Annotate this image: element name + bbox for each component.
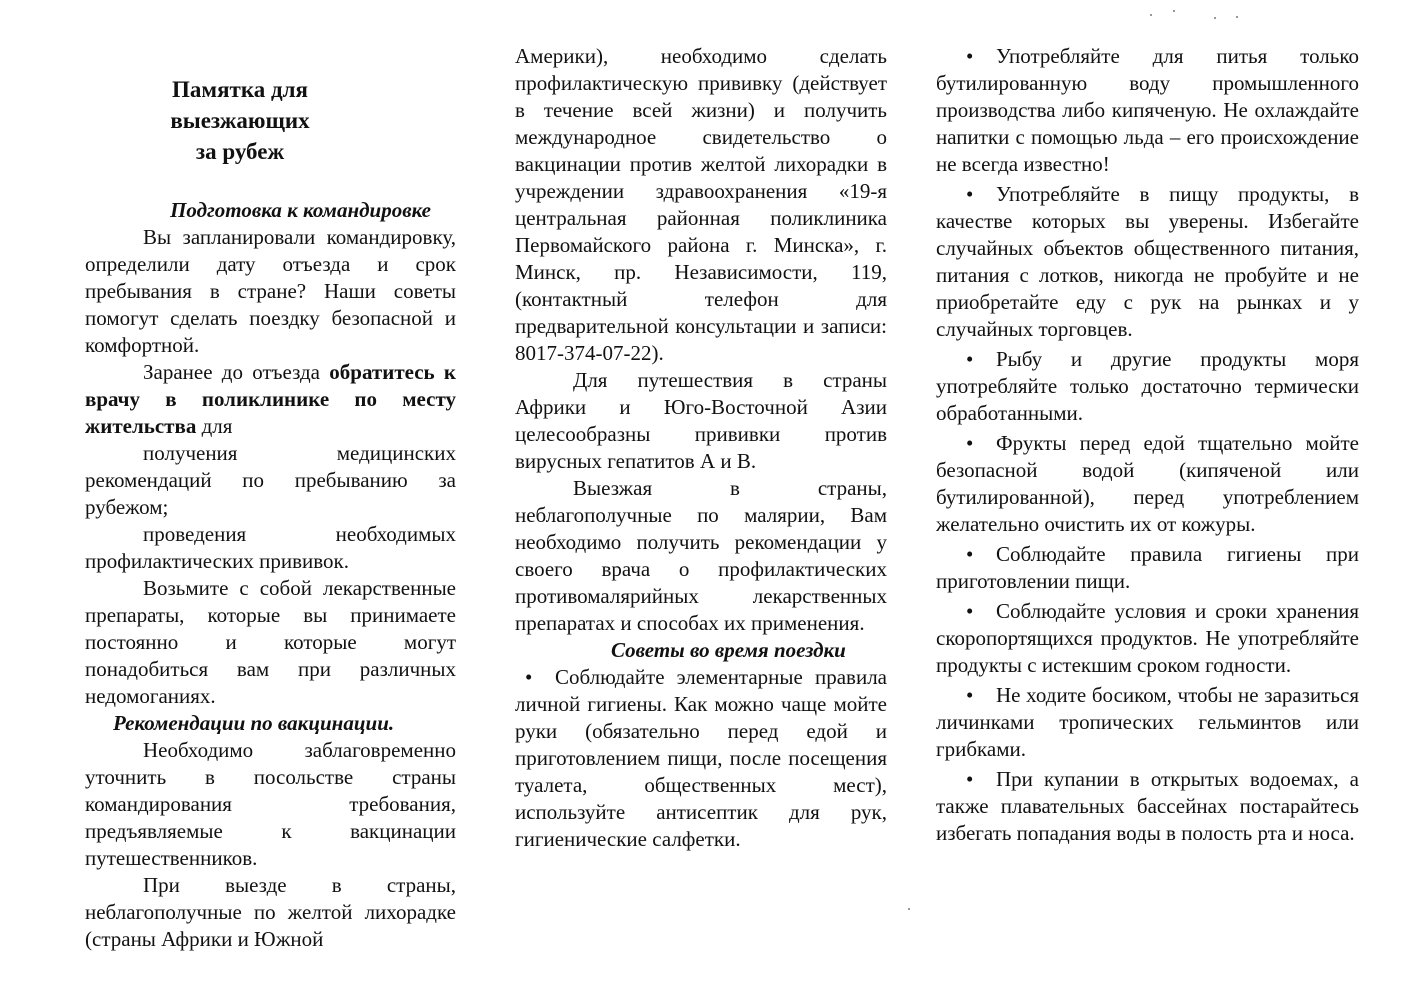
bullet-icon: • xyxy=(966,44,974,68)
list-item xyxy=(936,346,1359,427)
list-item-text: Употребляйте для питья только бутилированную воду промышленного производства либо кипяченую. Не охлаждайте напитки с помощью льда – его происхождение не всегда известно! xyxy=(936,44,1359,176)
list-item xyxy=(515,664,887,853)
text-run: для xyxy=(196,414,233,438)
list-item xyxy=(936,181,1359,343)
scan-speck xyxy=(1236,16,1238,18)
scan-speck xyxy=(908,908,910,910)
title-line: за рубеж xyxy=(195,139,285,164)
bullet-icon: • xyxy=(966,182,974,206)
paragraph: Необходимо заблаговременно уточнить в посольстве страны командирования требования, предъявляемые к вакцинации путешественников. xyxy=(85,738,456,870)
paragraph: Америки), необходимо сделать профилактическую прививку (действует в течение всей жизни) и получить международное свидетельство о вакцинации против желтой лихорадки в учреждении здравоохранения «19-я центральная районная поликлиника Первомайского района г. Минска», г. Минск, пр. Независимости, 119, (контактный телефон для предварительной консультации и записи: 8017-374-07-22). xyxy=(515,44,887,365)
column-1 xyxy=(85,74,456,953)
list-item xyxy=(936,682,1359,763)
list-item-text: Не ходите босиком, чтобы не заразиться личинками тропических гельминтов или грибками. xyxy=(936,683,1359,761)
list-item xyxy=(936,598,1359,679)
bullet-icon: • xyxy=(525,665,533,689)
paragraph: Возьмите с собой лекарственные препараты, которые вы принимаете постоянно и которые могут понадобиться вам при различных недомоганиях. xyxy=(85,576,456,708)
scan-speck xyxy=(1150,14,1152,16)
bullet-icon: • xyxy=(966,542,974,566)
paragraph: Выезжая в страны, неблагополучные по малярии, Вам необходимо получить рекомендации у своего врача о профилактических противомалярийных лекарственных препаратах и способах их применения. xyxy=(515,476,887,635)
paragraph: Вы запланировали командировку, определили дату отъезда и срок пребывания в стране? Наши советы помогут сделать поездку безопасной и комфортной. xyxy=(85,225,456,357)
section-heading-vaccination: Рекомендации по вакцинации. xyxy=(113,711,395,735)
column-2 xyxy=(515,43,887,856)
list-item xyxy=(936,430,1359,538)
paragraph: Для путешествия в страны Африки и Юго-Восточной Азии целесообразны прививки против вирусных гепатитов А и В. xyxy=(515,368,887,473)
scan-speck xyxy=(1173,10,1175,12)
list-item-text: При купании в открытых водоемах, а также плавательных бассейнах постарайтесь избегать попадания воды в полость рта и носа. xyxy=(936,767,1359,845)
paragraph: получения медицинских рекомендаций по пребыванию за рубежом; xyxy=(85,441,456,519)
bullet-icon: • xyxy=(966,683,974,707)
bullet-icon: • xyxy=(966,347,974,371)
list-item-text: Соблюдайте элементарные правила личной гигиены. Как можно чаще мойте руки (обязательно перед едой и приготовлением пищи, после посещения туалета, общественных мест), используйте антисептик для рук, гигиенические салфетки. xyxy=(515,665,887,851)
list-item-text: Соблюдайте правила гигиены при приготовлении пищи. xyxy=(936,542,1359,593)
list-item-text: Фрукты перед едой тщательно мойте безопасной водой (кипяченой или бутилированной), перед употреблением желательно очистить их от кожуры. xyxy=(936,431,1359,536)
title-line: выезжающих xyxy=(170,108,310,133)
section-heading-preparation: Подготовка к командировке xyxy=(170,198,431,222)
paragraph-see-doctor xyxy=(85,359,456,440)
text-run: Заранее до отъезда xyxy=(143,360,330,384)
list-item-text: Соблюдайте условия и сроки хранения скоропортящихся продуктов. Не употребляйте продукты с истекшим сроком годности. xyxy=(936,599,1359,677)
page-title xyxy=(85,74,395,167)
section-heading-trip: Советы во время поездки xyxy=(611,638,846,662)
list-item-text: Рыбу и другие продукты моря употребляйте только достаточно термически обработанными. xyxy=(936,347,1359,425)
scan-speck xyxy=(1214,17,1216,19)
title-line: Памятка для xyxy=(172,77,308,102)
list-item xyxy=(936,766,1359,847)
paragraph: При выезде в страны, неблагополучные по желтой лихорадке (страны Африки и Южной xyxy=(85,873,456,951)
paragraph: проведения необходимых профилактических прививок. xyxy=(85,522,456,573)
column-3 xyxy=(936,43,1359,850)
list-item xyxy=(936,541,1359,595)
list-item xyxy=(936,43,1359,178)
bullet-icon: • xyxy=(966,431,974,455)
list-item-text: Употребляйте в пищу продукты, в качестве которых вы уверены. Избегайте случайных объектов общественного питания, питания с лотков, никогда не пробуйте и не приобретайте еду с рук на рынках и у случайных торговцев. xyxy=(936,182,1359,341)
bold-text: обратитесь к врачу в поликлинике по месту жительства xyxy=(85,360,457,438)
bullet-icon: • xyxy=(966,767,974,791)
bullet-icon: • xyxy=(966,599,974,623)
